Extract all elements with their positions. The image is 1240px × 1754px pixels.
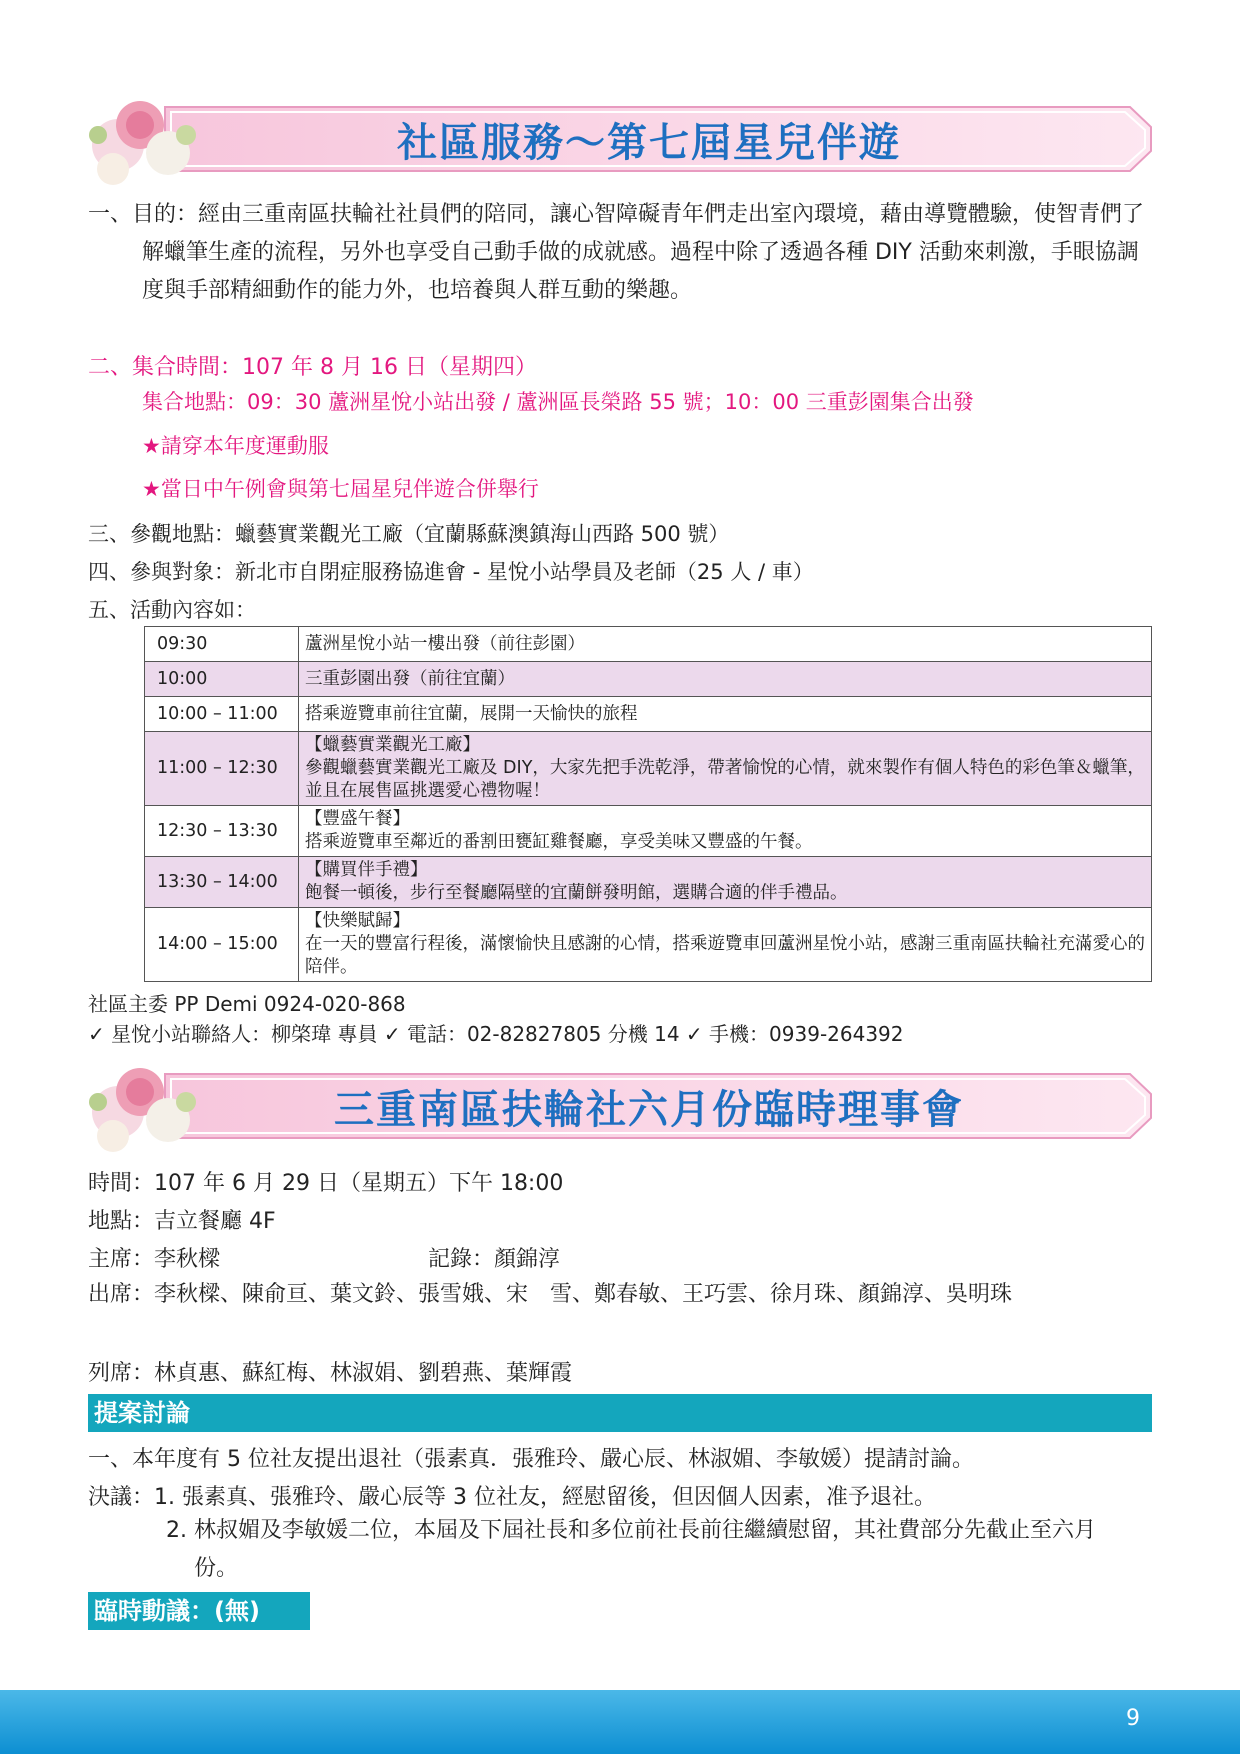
note-meeting: ★當日中午例會與第七屆星兒伴遊合併舉行 [142,477,539,501]
table-row [145,857,1152,908]
contact-chair: 社區主委 PP Demi 0924-020-868 [88,992,406,1016]
table-row [145,908,1152,982]
proposal: 一、本年度有 5 位社友提出退社（張素真．張雅玲、嚴心辰、林淑媚、李敏媛）提請討論。 [88,1447,974,1472]
meeting-time: 時間：107 年 6 月 29 日（星期五）下午 18:00 [88,1171,564,1196]
schedule-desc: 在一天的豐富行程後，滿懷愉快且感謝的心情，搭乘遊覽車回蘆洲星悅小站，感謝三重南區扶輪社充滿愛心的陪伴。 [305,934,1145,977]
assembly-place: 集合地點：09：30 蘆洲星悅小站出發 / 蘆洲區長榮路 55 號；10：00 三重彭園集合出發 [142,390,974,414]
schedule-time: 13:30 – 14:00 [145,857,299,908]
section1-banner [85,105,1153,173]
section2-title: 三重南區扶輪社六月份臨時理事會 [334,1086,964,1133]
content-label: 五、活動內容如： [88,598,256,622]
attendees-text: 出席：李秋樑、陳俞亘、葉文鈴、張雪娥、宋 雪、鄭春敏、王巧雲、徐月珠、顏錦淳、吳明珠 [88,1282,1013,1307]
table-row [145,732,1152,806]
schedule-desc: 三重彭園出發（前往宜蘭） [299,662,1152,697]
schedule-heading: 【蠟藝實業觀光工廠】 [305,735,480,755]
schedule-time: 14:00 – 15:00 [145,908,299,982]
flower-decoration-icon [78,95,208,190]
schedule-heading: 【快樂賦歸】 [305,911,410,931]
purpose-paragraph [88,196,1154,310]
meeting-recorder: 記錄：顏錦淳 [428,1247,561,1272]
page-number: 9 [1126,1706,1140,1731]
purpose-text: 一、目的：經由三重南區扶輪社社員們的陪同，讓心智障礙青年們走出室內環境，藉由導覽體驗，使智青們了解蠟筆生產的流程，另外也享受自己動手做的成就感。過程中除了透過各種 DIY 活動來刺激，手眼協調度與手部精細動作的能力外，也培養與人群互動的樂趣。 [88,202,1145,303]
attendees-paragraph [88,1276,1138,1314]
table-row [145,806,1152,857]
schedule-time: 11:00 – 12:30 [145,732,299,806]
resolution-2-text: 2. 林叔媚及李敏媛二位，本屆及下屆社長和多位前社長前往繼續慰留，其社費部分先截止至六月份。 [166,1518,1096,1581]
section2-banner [85,1072,1153,1140]
contact-station: ✓ 星悅小站聯絡人：柳棨瑋 專員 ✓ 電話：02-82827805 分機 14 ✓ 手機：0939-264392 [88,1022,904,1046]
observers: 列席：林貞惠、蘇紅梅、林淑娟、劉碧燕、葉輝霞 [88,1361,573,1386]
schedule-cell [299,857,1152,908]
schedule-desc: 搭乘遊覽車至鄰近的番割田甕缸雞餐廳，享受美味又豐盛的午餐。 [305,832,813,852]
schedule-time: 09:30 [145,627,299,662]
schedule-cell [299,908,1152,982]
schedule-time: 12:30 – 13:30 [145,806,299,857]
participants: 四、參與對象：新北市自閉症服務協進會 - 星悅小站學員及老師（25 人 / 車） [88,560,814,584]
motion-header: 臨時動議：(無) [88,1592,310,1630]
schedule-heading: 【購買伴手禮】 [305,860,428,880]
table-row [145,627,1152,662]
schedule-table [144,626,1152,982]
discussion-header: 提案討論 [88,1394,1152,1432]
meeting-place: 地點：吉立餐廳 4F [88,1209,276,1234]
table-row [145,662,1152,697]
note-uniform: ★請穿本年度運動服 [142,434,329,458]
schedule-heading: 【豐盛午餐】 [305,809,410,829]
schedule-time: 10:00 [145,662,299,697]
schedule-desc: 搭乘遊覽車前往宜蘭，展開一天愉快的旅程 [299,697,1152,732]
schedule-desc: 蘆洲星悅小站一樓出發（前往彭園） [299,627,1152,662]
meeting-chair: 主席：李秋樑 [88,1247,221,1272]
section1-title: 社區服務～第七屆星兒伴遊 [397,119,901,166]
flower-decoration-icon [78,1062,208,1157]
assembly-time: 二、集合時間：107 年 8 月 16 日（星期四） [88,355,537,380]
resolution-2-paragraph [166,1512,1134,1588]
schedule-desc: 參觀蠟藝實業觀光工廠及 DIY，大家先把手洗乾淨，帶著愉悅的心情，就來製作有個人特色的彩色筆＆蠟筆，並且在展售區挑選愛心禮物喔！ [305,758,1145,801]
schedule-cell [299,732,1152,806]
schedule-cell [299,806,1152,857]
schedule-desc: 飽餐一頓後，步行至餐廳隔壁的宜蘭餅發明館，選購合適的伴手禮品。 [305,883,848,903]
resolution-1: 決議：1. 張素真、張雅玲、嚴心辰等 3 位社友，經慰留後，但因個人因素，准予退社。 [88,1485,936,1510]
table-row [145,697,1152,732]
visit-place: 三、參觀地點：蠟藝實業觀光工廠（宜蘭縣蘇澳鎮海山西路 500 號） [88,522,730,546]
schedule-time: 10:00 – 11:00 [145,697,299,732]
page-footer [0,1690,1240,1754]
